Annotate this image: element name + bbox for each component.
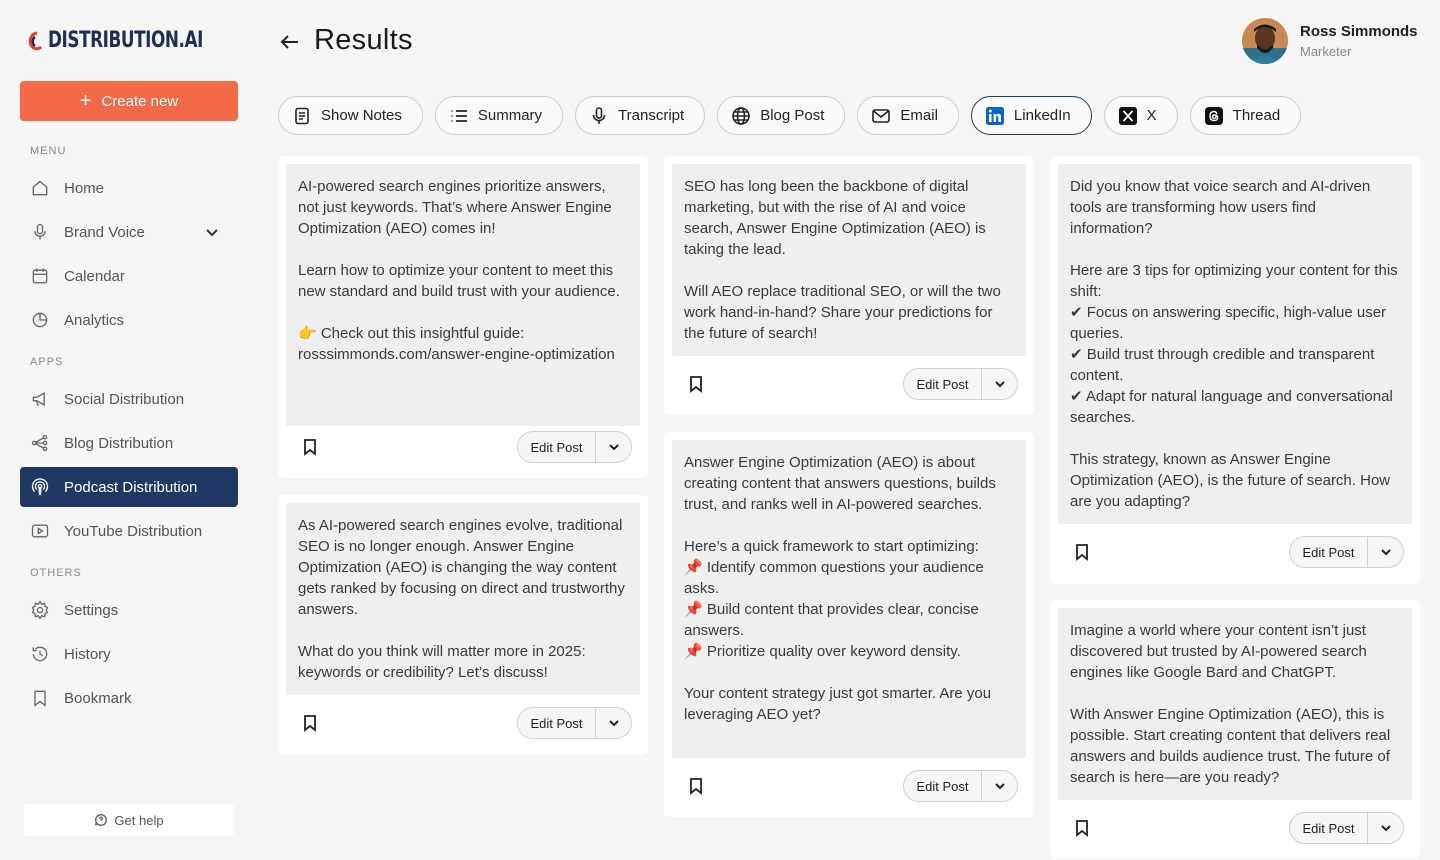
chevron-down-icon [1379,821,1393,835]
chevron-down-icon [1379,545,1393,559]
tab-label: Thread [1232,107,1281,124]
edit-post-group [517,707,632,739]
sidebar-item-analytics[interactable] [20,300,238,340]
bookmark-button[interactable] [301,438,319,456]
sidebar-item-blog-distribution[interactable] [20,423,238,463]
post-text[interactable]: As AI-powered search engines evolve, traditional SEO is no longer enough. Answer Engine Optimization (AEO) is changing the way content gets ranked by focusing on direct and trustworthy answers. What do you think will matter more in 2025: keywords or credibility? Let’s discuss! [286,503,640,695]
bookmark-button[interactable] [687,777,705,795]
create-new-button[interactable] [20,81,238,121]
sidebar-item-podcast-distribution[interactable] [20,467,238,507]
tab-label: Show Notes [321,107,402,124]
calendar-icon [30,266,50,286]
sidebar-item-history[interactable] [20,634,238,674]
get-help-label: Get help [114,812,164,828]
edit-post-button[interactable]: Edit Post [904,369,982,399]
chevron-down-icon[interactable] [204,224,220,240]
logo-mark-icon [28,29,44,53]
tab-label: Transcript [618,107,685,124]
post-text[interactable]: SEO has long been the backbone of digital marketing, but with the rise of AI and voice search, Answer Engine Optimization (AEO) is taking the lead. Will AEO replace traditional SEO, or will the two work hand-in-hand? Share your predictions for the future of search! [672,164,1026,356]
bookmark-button[interactable] [687,375,705,393]
sidebar-item-social-distribution[interactable] [20,379,238,419]
x-icon [1118,106,1138,126]
sidebar-item-youtube-distribution[interactable] [20,511,238,551]
sidebar-item-home[interactable] [20,168,238,208]
sidebar-item-label: YouTube Distribution [64,522,203,540]
post-text[interactable]: Did you know that voice search and AI-driven tools are transforming how users find information? Here are 3 tips for optimizing your content for this shift: ✔ Focus on answering specific, high-value user queries. ✔ Build trust through credible and transparent content. ✔ Adapt for natural language and conversational searches. This strategy, known as Answer Engine Optimization (AEO), is the future of search. How are you adapting? [1058,164,1412,524]
sidebar-item-label: Analytics [64,311,125,329]
bookmark-icon [30,688,50,708]
edit-post-button[interactable]: Edit Post [1290,813,1368,843]
tab-show-notes[interactable] [278,96,423,135]
microphone-icon [30,222,50,242]
edit-post-button[interactable]: Edit Post [904,771,982,801]
sidebar-item-label: Brand Voice [64,223,145,241]
megaphone-icon [30,389,50,409]
post-card [278,495,648,755]
menu-section-label: MENU [30,145,67,157]
plus-icon: + [79,90,92,112]
edit-post-group [1289,536,1404,568]
post-text[interactable]: Answer Engine Optimization (AEO) is about creating content that answers questions, builds trust, and ranks well in AI-powered searches. Here’s a quick framework to start optimizing: 📌 Identify common questions your audience asks. 📌 Build content that provides clear, concise answers. 📌 Prioritize quality over keyword density. Your content strategy just got smarter. Are you leveraging AEO yet? [672,440,1026,758]
threads-icon [1204,106,1224,126]
history-icon [30,644,50,664]
document-icon [292,106,312,126]
chevron-down-icon [993,779,1007,793]
share-nodes-icon [30,433,50,453]
format-tabs [278,96,1301,135]
tab-x[interactable] [1104,96,1178,135]
tab-thread[interactable] [1190,96,1302,135]
create-new-label: Create new [101,92,179,110]
sidebar-item-label: Home [64,179,105,197]
others-section-label: OTHERS [30,567,82,579]
apps-section-label: APPS [30,356,64,368]
linkedin-icon [985,106,1005,126]
sidebar-item-label: Settings [64,601,119,619]
sidebar-item-label: Social Distribution [64,390,185,408]
analytics-icon [30,310,50,330]
brand-name: DISTRIBUTION.AI [48,28,203,53]
chevron-down-icon [607,716,621,730]
microphone-icon [589,106,609,126]
edit-post-dropdown[interactable] [596,708,631,738]
edit-post-button[interactable]: Edit Post [1290,537,1368,567]
sidebar-item-label: Calendar [64,267,125,285]
edit-post-dropdown[interactable] [982,369,1017,399]
globe-icon [731,106,751,126]
post-card [1050,600,1420,858]
sidebar-item-label: Bookmark [64,689,132,707]
tab-label: Summary [477,107,543,124]
tab-label: X [1146,107,1157,124]
sidebar-item-label: Podcast Distribution [64,478,198,496]
chevron-down-icon [993,377,1007,391]
edit-post-group [1289,812,1404,844]
user-name: Ross Simmonds [1300,23,1418,40]
bookmark-icon [1073,819,1091,837]
edit-post-dropdown[interactable] [982,771,1017,801]
user-profile[interactable] [1242,18,1418,64]
post-text[interactable]: Imagine a world where your content isn’t just discovered but trusted by AI-powered search engines like Google Bard and ChatGPT. With Answer Engine Optimization (AEO), this is possible. Start creating content that delivers real answers and builds audience trust. The future of search is here—are you ready? [1058,608,1412,800]
bookmark-icon [687,375,705,393]
edit-post-group [517,431,632,463]
mail-icon [871,106,891,126]
sidebar-item-calendar[interactable] [20,256,238,296]
bookmark-icon [301,714,319,732]
back-button[interactable] [278,30,302,54]
post-card [1050,156,1420,584]
user-role: Marketer [1300,44,1352,59]
arrow-left-icon [278,30,302,54]
sidebar [0,0,258,860]
brand-logo[interactable] [28,28,230,53]
post-card [664,156,1034,415]
sidebar-item-label: Blog Distribution [64,434,174,452]
tab-transcript[interactable] [575,96,705,135]
edit-post-dropdown[interactable] [596,432,631,462]
page-title: Results [314,24,413,56]
bookmark-button[interactable] [1073,819,1091,837]
bookmark-icon [301,438,319,456]
edit-post-group [903,368,1018,400]
post-text[interactable]: AI-powered search engines prioritize answers, not just keywords. That’s where Answer Engine Optimization (AEO) comes in! Learn how to optimize your content to meet this new standard and build trust with your audience. 👉 Check out this insightful guide: rosssimmonds.com/answer-engine-optimization [286,164,640,426]
avatar-photo-icon [1242,18,1288,64]
edit-post-group [903,770,1018,802]
podcast-icon [30,477,50,497]
chat-help-icon [94,813,108,827]
bookmark-icon [1073,543,1091,561]
tab-blog-post[interactable] [717,96,845,135]
avatar[interactable] [1242,18,1288,64]
tab-linkedin[interactable] [971,96,1092,135]
sidebar-item-label: History [64,645,111,663]
post-card [278,156,648,478]
edit-post-dropdown[interactable] [1368,537,1403,567]
sidebar-item-brand-voice[interactable] [20,212,238,252]
bookmark-button[interactable] [1073,543,1091,561]
chevron-down-icon [607,440,621,454]
sidebar-item-bookmark[interactable] [20,678,238,718]
tab-summary[interactable] [435,96,563,135]
bookmark-button[interactable] [301,714,319,732]
list-icon [449,106,469,126]
tab-label: Email [900,107,938,124]
edit-post-dropdown[interactable] [1368,813,1403,843]
tab-email[interactable] [857,96,959,135]
home-icon [30,178,50,198]
user-info [1300,23,1418,59]
edit-post-button[interactable]: Edit Post [518,708,596,738]
bookmark-icon [687,777,705,795]
tab-label: LinkedIn [1013,107,1071,124]
gear-icon [30,600,50,620]
post-card [664,432,1034,817]
sidebar-item-settings[interactable] [20,590,238,630]
youtube-icon [30,521,50,541]
tab-label: Blog Post [760,107,825,124]
get-help-button[interactable] [24,804,234,836]
edit-post-button[interactable]: Edit Post [518,432,596,462]
